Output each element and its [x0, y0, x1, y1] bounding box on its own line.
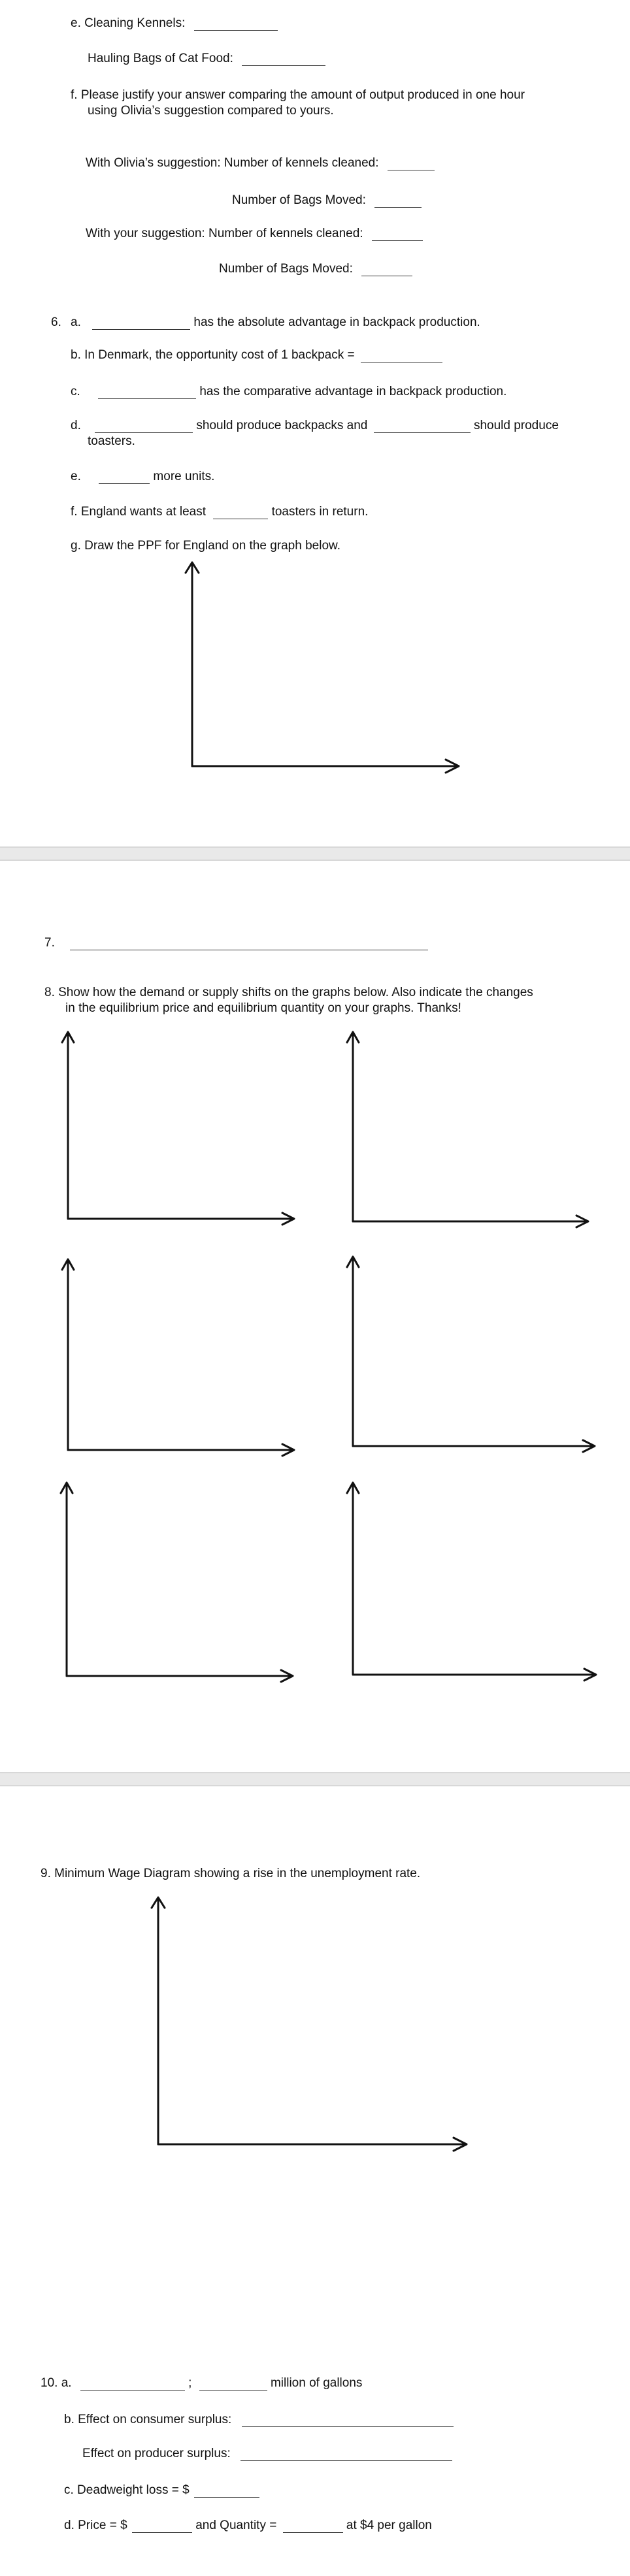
q7-row	[44, 935, 428, 951]
q6f-row	[71, 504, 368, 520]
q8-graph-6[interactable]	[345, 1479, 606, 1689]
q5e-sub-label: Hauling Bags of Cat Food:	[88, 52, 233, 65]
q10a-label: 10. a.	[41, 2376, 72, 2390]
q10d-tail-text: at $4 per gallon	[346, 2519, 432, 2532]
q6f-post-text: toasters in return.	[271, 505, 369, 519]
quantity-answer[interactable]	[283, 2519, 343, 2533]
olivia-kennels-row	[86, 155, 435, 171]
q10a-row	[41, 2375, 362, 2391]
q6b-text: b. In Denmark, the opportunity cost of 1 backpack =	[71, 348, 355, 362]
q10a-answer-2[interactable]	[199, 2377, 267, 2391]
q6e-text: more units.	[153, 470, 215, 483]
q8-graph-2[interactable]	[345, 1028, 600, 1232]
q6a-row	[71, 315, 480, 330]
q6c-text: has the comparative advantage in backpack production.	[199, 385, 507, 398]
q6d-letter: d.	[71, 419, 81, 432]
q6g-text: g. Draw the PPF for England on the graph below.	[71, 539, 340, 553]
olivia-bags-label: Number of Bags Moved:	[232, 193, 366, 207]
q10d-price-label: d. Price = $	[64, 2519, 127, 2532]
olivia-bags-answer[interactable]	[374, 194, 422, 208]
your-bags-label: Number of Bags Moved:	[219, 262, 353, 276]
olivia-kennels-answer[interactable]	[388, 157, 435, 170]
q10b-row	[64, 2412, 454, 2428]
q10a-tail-text: million of gallons	[270, 2376, 363, 2390]
page-separator	[0, 846, 630, 861]
q5e-row	[71, 16, 278, 31]
q6e-letter: e.	[71, 470, 81, 483]
minimum-wage-graph-axes[interactable]	[149, 1893, 476, 2163]
hauling-bags-answer[interactable]	[242, 52, 325, 66]
q10d-quantity-label: and Quantity =	[195, 2519, 277, 2532]
q10d-row	[64, 2518, 432, 2534]
q7-answer[interactable]	[70, 937, 428, 950]
worksheet-page-1	[0, 0, 630, 846]
page-separator	[0, 1772, 630, 1786]
q6d-answer-1[interactable]	[95, 419, 193, 433]
q6c-letter: c.	[71, 385, 80, 398]
q6d-mid-text: should produce backpacks and	[196, 419, 368, 432]
q8-line2: in the equilibrium price and equilibrium quantity on your graphs. Thanks!	[65, 1001, 461, 1015]
producer-surplus-answer[interactable]	[240, 2447, 452, 2461]
q8-graph-3[interactable]	[60, 1255, 308, 1463]
q10b2-row	[82, 2446, 452, 2462]
q5f-line2: using Olivia’s suggestion compared to yours.	[88, 104, 334, 118]
your-kennels-label: With your suggestion: Number of kennels cleaned:	[86, 227, 363, 240]
q7-number: 7.	[44, 936, 55, 950]
consumer-surplus-answer[interactable]	[242, 2413, 454, 2427]
q6a-letter: a.	[71, 315, 81, 329]
q6f-pre-text: f. England wants at least	[71, 505, 207, 519]
q10a-separator: ;	[188, 2376, 192, 2390]
cleaning-kennels-answer[interactable]	[194, 17, 278, 31]
price-answer[interactable]	[132, 2519, 192, 2533]
q6d-end-text: should produce	[473, 419, 559, 432]
q8-graph-4[interactable]	[345, 1253, 606, 1460]
q6e-row	[71, 469, 214, 485]
your-kennels-answer[interactable]	[372, 227, 423, 241]
q5e-label: e. Cleaning Kennels:	[71, 16, 186, 30]
q6f-answer[interactable]	[213, 506, 268, 519]
olivia-kennels-label: With Olivia’s suggestion: Number of kennels cleaned:	[86, 156, 379, 170]
q6c-row	[71, 384, 506, 400]
q10a-answer-1[interactable]	[80, 2377, 185, 2391]
q8-line1: 8. Show how the demand or supply shifts on the graphs below. Also indicate the changes	[44, 986, 533, 999]
q5f-line1: f. Please justify your answer comparing the amount of output produced in one hour	[71, 88, 525, 102]
your-bags-row	[219, 261, 412, 277]
q6c-answer[interactable]	[98, 385, 196, 399]
worksheet-page-2	[0, 861, 630, 1772]
q8-graph-5[interactable]	[59, 1479, 307, 1689]
q6b-row	[71, 347, 442, 363]
ppf-graph-axes[interactable]	[183, 558, 471, 781]
q6d-line2: toasters.	[88, 434, 135, 448]
q9-text: 9. Minimum Wage Diagram showing a rise in the unemployment rate.	[41, 1867, 421, 1880]
deadweight-loss-answer[interactable]	[194, 2484, 259, 2498]
q6e-answer[interactable]	[99, 470, 150, 484]
olivia-bags-row	[232, 193, 422, 208]
q6-number: 6.	[51, 315, 61, 329]
q6a-text: has the absolute advantage in backpack production.	[193, 315, 480, 329]
q10c-label: c. Deadweight loss = $	[64, 2483, 190, 2497]
q6a-answer[interactable]	[92, 316, 190, 330]
q5e-sub-row	[88, 51, 325, 67]
q8-graph-1[interactable]	[60, 1028, 308, 1232]
q6d-row	[71, 418, 559, 434]
your-kennels-row	[86, 226, 423, 242]
your-bags-answer[interactable]	[361, 263, 412, 276]
worksheet-page-3	[0, 1786, 630, 2576]
q6b-answer[interactable]	[361, 349, 442, 362]
q10c-row	[64, 2483, 259, 2498]
q6d-answer-2[interactable]	[374, 419, 471, 433]
q10b-consumer-label: b. Effect on consumer surplus:	[64, 2413, 232, 2426]
q10b-producer-label: Effect on producer surplus:	[82, 2447, 231, 2460]
